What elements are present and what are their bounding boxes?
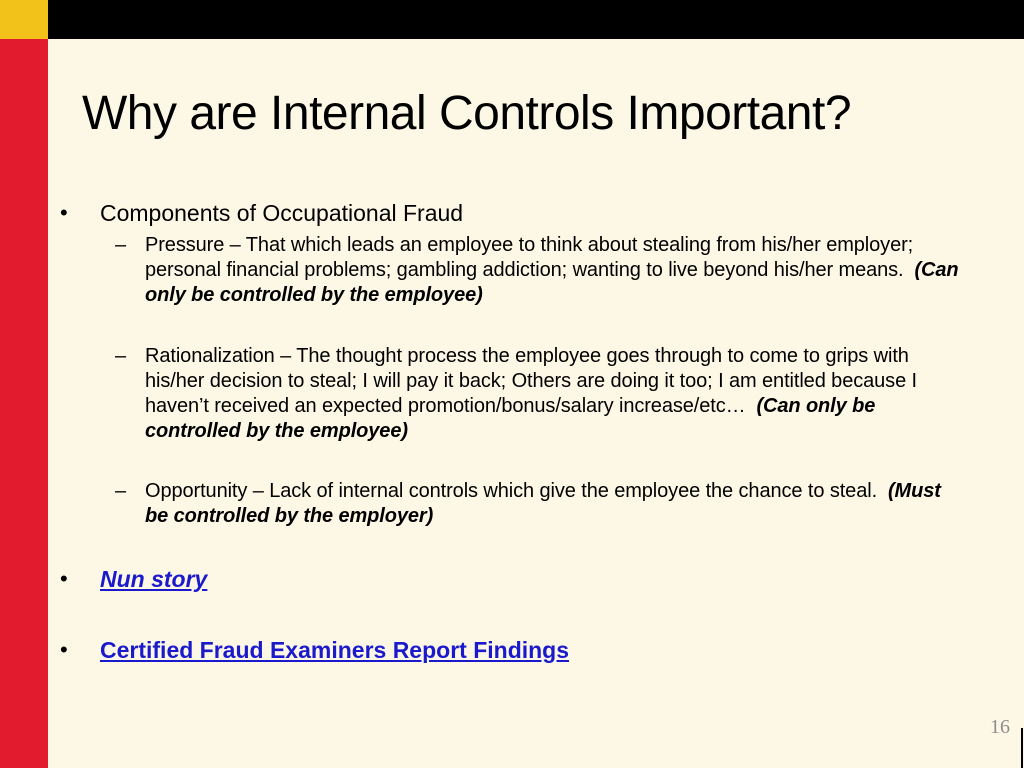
sub-item-rationalization (145, 344, 965, 444)
dash-marker: – (115, 345, 127, 367)
dash-marker: – (115, 480, 127, 502)
nun-story-link[interactable]: Nun story (100, 566, 208, 592)
bullet-marker: • (60, 637, 68, 662)
sub-item-pressure (145, 233, 965, 308)
sub-item-note: (Must be controlled by the employer) (145, 480, 941, 527)
sub-item-text: Opportunity – Lack of internal controls which give the employee the chance to steal. (145, 480, 878, 502)
page-number: 16 (990, 716, 1010, 738)
sub-item-note: (Can only be controlled by the employee) (145, 259, 959, 306)
bullet-marker: • (60, 200, 68, 225)
top-bar (0, 0, 1024, 39)
sub-item-note: (Can only be controlled by the employee) (145, 395, 876, 442)
fraud-report-findings-link[interactable]: Certified Fraud Examiners Report Findings (100, 637, 570, 663)
edge-line (1021, 728, 1023, 768)
sub-item-opportunity (145, 479, 965, 529)
slide-title: Why are Internal Controls Important? (82, 87, 852, 140)
sub-item-text: Pressure – That which leads an employee to think about stealing from his/her employer; personal financial problems; gambling addiction; wanting to live beyond his/her means. (145, 234, 914, 281)
sub-item-text: Rationalization – The thought process the employee goes through to come to grips with his/her decision to steal; I will pay it back; Others are doing it too; I am entitled because I haven’t received an expected promotion/bonus/salary increase/etc… (145, 345, 918, 417)
left-accent-bar (0, 39, 48, 768)
corner-accent (0, 0, 48, 39)
bullet-marker: • (60, 566, 68, 591)
main-bullet-heading: Components of Occupational Fraud (100, 200, 464, 226)
dash-marker: – (115, 234, 127, 256)
